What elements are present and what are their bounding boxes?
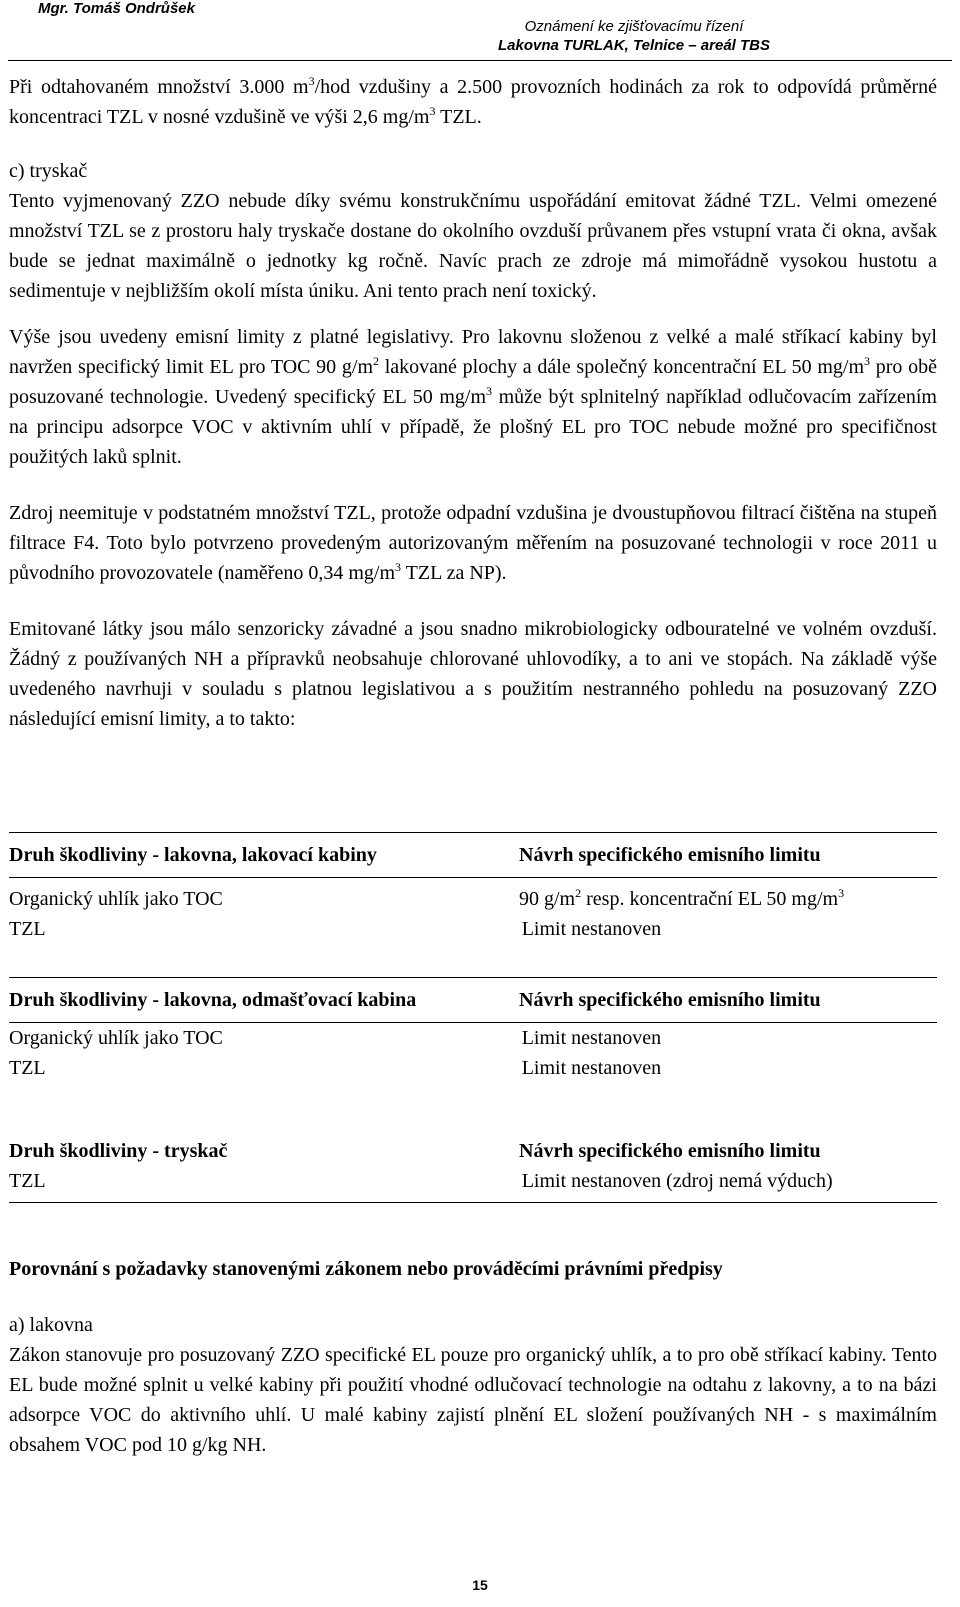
author-name: Mgr. Tomáš Ondrůšek xyxy=(38,0,195,17)
table-row xyxy=(9,914,937,944)
table-cell-limit: Limit nestanoven xyxy=(521,1056,662,1079)
superscript: 2 xyxy=(373,354,380,368)
table-cell-substance: Organický uhlík jako TOC xyxy=(9,887,223,910)
table-cell-substance: TZL xyxy=(9,917,46,940)
text-run: pro obě posuzované technologie. Uvedený specifický EL 50 mg/m xyxy=(9,356,938,408)
table-header-limit: Návrh specifického emisního limitu xyxy=(519,1139,821,1162)
table-cell-limit: Limit nestanoven xyxy=(521,1026,662,1049)
text-run: TZL. xyxy=(435,106,482,128)
text-run: /hod vzdušiny a 2.500 provozních hodinách za rok to odpovídá průměrné koncentraci TZL v nosné vzdušině ve výši 2,6 mg/m xyxy=(9,76,937,128)
document-body xyxy=(9,72,937,734)
table-row xyxy=(9,1023,937,1053)
paragraph-tryskac: Tento vyjmenovaný ZZO nebude díky svému konstrukčnímu uspořádání emitovat žádné TZL. Velmi omezené množství TZL se z prostoru haly tryskače dostane do okolního ovzduší průvanem přes vstupní vrata či okna, avšak bude se jednat maximálně o jednotky kg ročně. Navíc prach ze zdroje má mimořádně vysokou hustotu a sedimentuje v nejbližším okolí místa úniku. Ani tento prach není toxický. xyxy=(9,190,937,302)
table-header-row xyxy=(9,833,937,878)
paragraph-emission-limits xyxy=(9,322,937,472)
document-title: Oznámení ke zjišťovacímu řízení xyxy=(524,18,744,35)
table-cell-limit xyxy=(519,885,937,911)
limits-table-degreasing-booth xyxy=(9,977,937,1083)
text-run: Při odtahovaném množství 3.000 m xyxy=(9,76,309,98)
superscript: 3 xyxy=(429,104,436,118)
table-header-limit: Návrh specifického emisního limitu xyxy=(519,988,821,1011)
text-run: lakované plochy a dále společný koncentrační EL 50 mg/m xyxy=(379,356,865,378)
table-header-substance: Druh škodliviny - tryskač xyxy=(9,1139,228,1162)
page-number: 15 xyxy=(472,1577,488,1593)
table-header-substance: Druh škodliviny - lakovna, odmašťovací kabina xyxy=(9,988,417,1011)
text-run: TZL za NP). xyxy=(401,562,507,584)
text-run: resp. koncentrační EL 50 mg/m xyxy=(581,887,839,910)
superscript: 3 xyxy=(838,885,845,900)
superscript: 3 xyxy=(486,384,493,398)
table-header-limit: Návrh specifického emisního limitu xyxy=(519,843,821,866)
superscript: 3 xyxy=(864,354,871,368)
text-run: 90 g/m xyxy=(519,887,576,910)
text-run: může být splnitelný například odlučovacím zařízením na principu adsorpce VOC v aktivním uhlí v případě, že plošný EL pro TOC nebude možné pro specifičnost použitých laků splnit. xyxy=(9,386,937,468)
document-subtitle: Lakovna TURLAK, Telnice – areál TBS xyxy=(497,37,771,54)
limits-table-blaster xyxy=(9,1136,937,1203)
table-cell-limit: Limit nestanoven (zdroj nemá výduch) xyxy=(521,1169,833,1192)
limits-table-painting-booths xyxy=(9,832,937,944)
table-header-substance: Druh škodliviny - lakovna, lakovací kabiny xyxy=(9,843,377,866)
table-header-row xyxy=(9,1136,937,1166)
table-header-row xyxy=(9,978,937,1023)
comparison-item-label: a) lakovna xyxy=(9,1314,93,1336)
superscript: 3 xyxy=(395,560,402,574)
table-row xyxy=(9,1166,937,1196)
table-cell-substance: Organický uhlík jako TOC xyxy=(9,1026,223,1049)
table-cell-substance: TZL xyxy=(9,1169,46,1192)
paragraph-filtration xyxy=(9,498,937,588)
superscript: 3 xyxy=(308,74,315,88)
header-rule xyxy=(8,60,952,61)
table-cell-substance: TZL xyxy=(9,1056,46,1079)
table-cell-limit: Limit nestanoven xyxy=(521,917,662,940)
comparison-section xyxy=(9,1254,937,1460)
table-row xyxy=(9,884,937,914)
superscript: 2 xyxy=(575,885,582,900)
table-rule xyxy=(9,1202,937,1203)
text-run: Výše jsou uvedeny emisní limity z platné legislativy. Pro lakovnu složenou z velké a malé stříkací kabiny byl navržen specifický limit EL pro TOC 90 g/m xyxy=(9,326,937,378)
page-header xyxy=(0,0,960,66)
comparison-heading: Porovnání s požadavky stanovenými zákonem nebo prováděcími právními předpisy xyxy=(9,1258,723,1280)
comparison-item-text: Zákon stanovuje pro posuzovaný ZZO specifické EL pouze pro organický uhlík, a to pro obě stříkací kabiny. Tento EL bude možné splnit u velké kabiny při použití vhodné odlučovací technologie na odtahu z lakovny, a to na bázi adsorpce VOC do aktivního uhlí. U malé kabiny zajistí plnění EL složení používaných NH - s maximálním obsahem VOC pod 10 g/kg NH. xyxy=(9,1344,937,1456)
paragraph-emitted-substances: Emitované látky jsou málo senzoricky závadné a jsou snadno mikrobiologicky odbouratelné ve volném ovzduší. Žádný z používaných NH a přípravků neobsahuje chlorované uhlovodíky, a to ani ve stopách. Na základě výše uvedeného navrhuji v souladu s platnou legislativou a s použitím nestranného pohledu na posuzovaný ZZO následující emisní limity, a to takto: xyxy=(9,618,937,730)
table-row xyxy=(9,1053,937,1083)
text-run: Zdroj neemituje v podstatném množství TZL, protože odpadní vzdušina je dvoustupňovou filtrací čištěna na stupeň filtrace F4. Toto bylo potvrzeno provedeným autorizovaným měřením na posuzované technologii v roce 2011 u původního provozovatele (naměřeno 0,34 mg/m xyxy=(9,502,937,584)
paragraph-air-volume xyxy=(9,72,937,132)
section-label-tryskac: c) tryskač xyxy=(9,160,88,182)
